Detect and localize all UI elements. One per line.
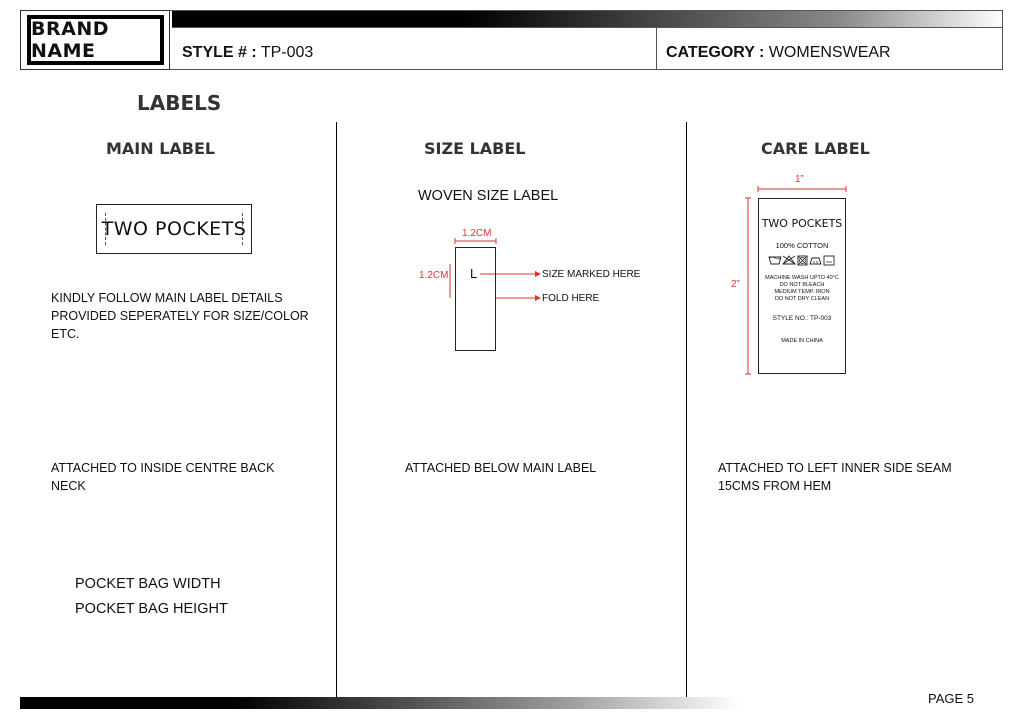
no-bleach-icon	[783, 256, 795, 264]
style-label: STYLE # :	[182, 44, 257, 61]
placement-line: 15CMS FROM HEM	[718, 479, 832, 493]
category-label: CATEGORY :	[666, 44, 765, 61]
care-symbols	[767, 254, 837, 266]
care-line: MACHINE WASH UPTO 40°C	[765, 275, 839, 281]
pocket-measurements	[75, 572, 228, 622]
note-line: ETC.	[51, 327, 80, 341]
size-label-subtitle: WOVEN SIZE LABEL	[418, 188, 559, 204]
main-label-text: TWO POCKETS	[101, 218, 247, 240]
pocket-bag-height: POCKET BAG HEIGHT	[75, 601, 228, 617]
column-divider-2	[686, 122, 687, 698]
style-value: TP-003	[260, 44, 314, 61]
care-line: DO NOT DRY CLEAN	[774, 296, 830, 302]
size-letter: L	[470, 266, 478, 281]
page-title: LABELS	[137, 91, 222, 115]
wash-tub-icon	[769, 257, 781, 264]
main-label-placement	[51, 459, 274, 495]
no-tumble-dry-icon	[798, 256, 807, 265]
size-height-dimension: 1.2CM	[419, 270, 449, 281]
care-origin: MADE IN CHINA	[781, 338, 823, 344]
main-label-note	[51, 289, 309, 343]
care-height-dimension: 2”	[731, 279, 740, 290]
main-label-title: MAIN LABEL	[106, 139, 216, 158]
care-line: DO NOT BLEACH	[779, 282, 825, 288]
footer-gradient-bar	[20, 697, 740, 709]
header-vertical-divider	[656, 27, 657, 70]
note-line: KINDLY FOLLOW MAIN LABEL DETAILS	[51, 291, 283, 305]
care-label-placement	[718, 459, 952, 495]
no-dry-clean-icon	[824, 256, 834, 265]
fold-here-callout: FOLD HERE	[542, 293, 600, 304]
placement-line: ATTACHED TO LEFT INNER SIDE SEAM	[718, 461, 952, 475]
care-fabric: 100% COTTON	[775, 241, 829, 250]
pocket-bag-width: POCKET BAG WIDTH	[75, 576, 221, 592]
care-label-title: CARE LABEL	[761, 139, 870, 158]
care-label-drawing	[758, 198, 846, 374]
note-line: PROVIDED SEPERATELY FOR SIZE/COLOR	[51, 309, 309, 323]
size-label-title: SIZE LABEL	[424, 139, 526, 158]
style-field	[182, 44, 313, 62]
size-marked-callout: SIZE MARKED HERE	[542, 269, 641, 280]
placement-line: NECK	[51, 479, 86, 493]
iron-icon	[810, 258, 821, 264]
category-field	[666, 44, 891, 62]
main-label-drawing	[96, 204, 252, 254]
care-line: MEDIUM TEMP. IRON	[774, 289, 830, 295]
header-divider	[172, 27, 1003, 28]
care-width-dimension: 1”	[795, 174, 804, 185]
care-instructions	[759, 275, 845, 303]
size-width-dimension: 1.2CM	[462, 228, 492, 239]
category-value: WOMENSWEAR	[768, 44, 891, 61]
care-style-no: STYLE NO.: TP-003	[772, 315, 832, 322]
size-label-placement: ATTACHED BELOW MAIN LABEL	[405, 461, 597, 475]
placement-line: ATTACHED TO INSIDE CENTRE BACK	[51, 461, 275, 475]
care-brand: TWO POCKETS	[761, 217, 843, 230]
size-label-drawing	[455, 247, 496, 351]
brand-name: BRAND NAME	[27, 15, 164, 65]
column-divider-1	[336, 122, 337, 698]
page-number: PAGE 5	[928, 691, 975, 706]
